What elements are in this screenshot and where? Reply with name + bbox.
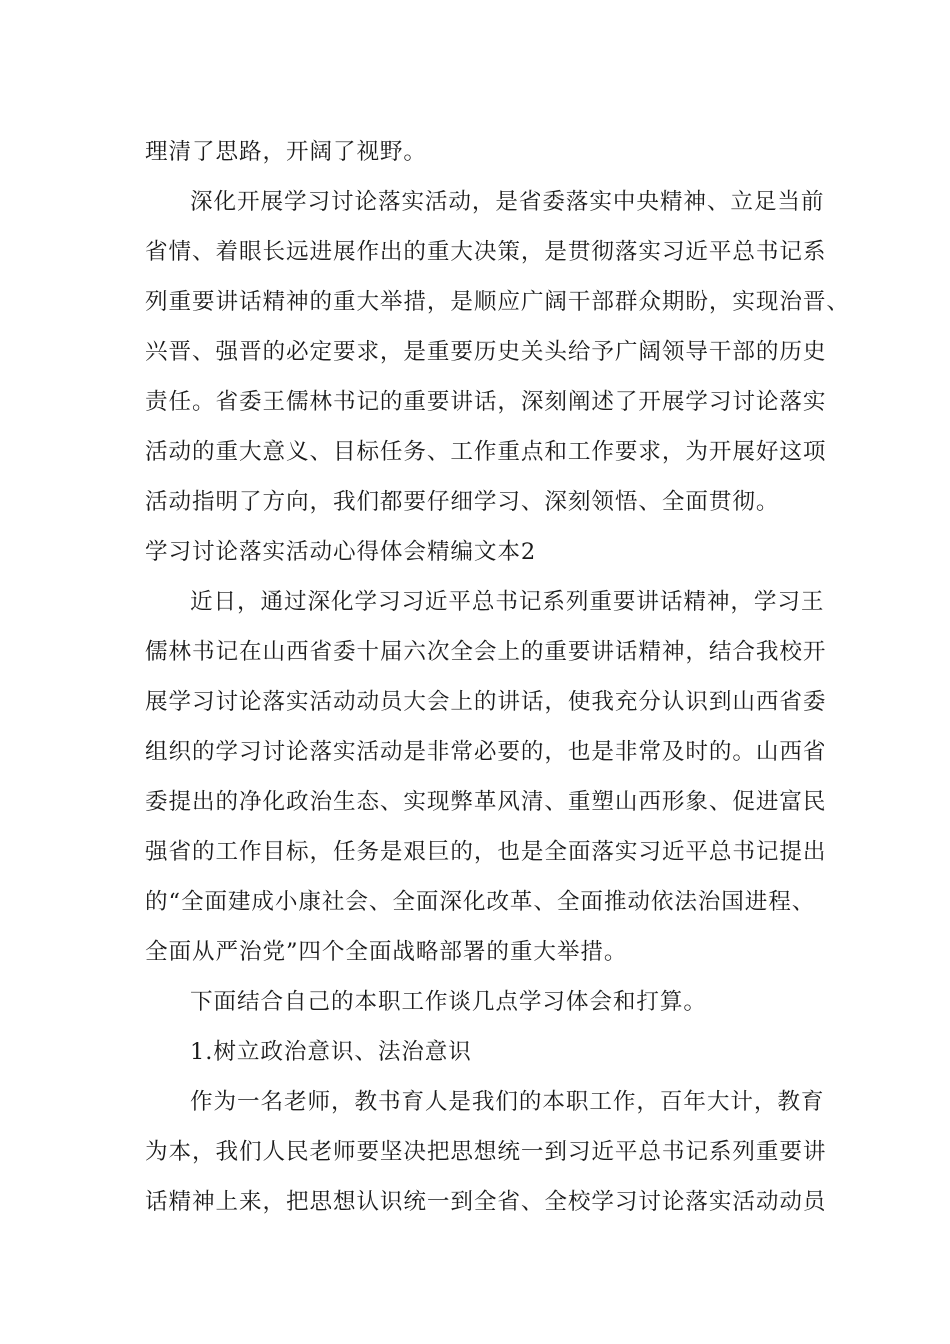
text-line: 活动的重大意义、目标任务、工作重点和工作要求，为开展好这项 — [145, 439, 827, 465]
text-line: 组织的学习讨论落实活动是非常必要的，也是非常及时的。山西省 — [145, 739, 827, 765]
text-line: 委提出的净化政治生态、实现弊革风清、重塑山西形象、促进富民 — [145, 789, 827, 815]
text-line: 兴晋、强晋的必定要求，是重要历史关头给予广阔领导干部的历史 — [145, 339, 827, 365]
text-line: 活动指明了方向，我们都要仔细学习、深刻领悟、全面贯彻。 — [145, 489, 780, 515]
text-line: 列重要讲话精神的重大举措，是顺应广阔干部群众期盼，实现治晋、 — [145, 289, 850, 315]
text-line: 全面从严治党”四个全面战略部署的重大举措。 — [145, 939, 628, 965]
text-line: 理清了思路，开阔了视野。 — [145, 139, 427, 165]
text-line: 儒林书记在山西省委十届六次全会上的重要讲话精神，结合我校开 — [145, 639, 827, 665]
text-line: 的“全面建成小康社会、全面深化改革、全面推动依法治国进程、 — [145, 889, 816, 915]
paragraph-first-line: 下面结合自己的本职工作谈几点学习体会和打算。 — [190, 989, 707, 1015]
paragraph-first-line: 近日，通过深化学习习近平总书记系列重要讲话精神，学习王 — [190, 589, 825, 615]
text-line: 为本，我们人民老师要坚决把思想统一到习近平总书记系列重要讲 — [145, 1139, 827, 1165]
text-line: 强省的工作目标，任务是艰巨的，也是全面落实习近平总书记提出 — [145, 839, 827, 865]
text-line: 责任。省委王儒林书记的重要讲话，深刻阐述了开展学习讨论落实 — [145, 389, 827, 415]
section-heading: 学习讨论落实活动心得体会精编文本2 — [145, 539, 537, 565]
text-line: 话精神上来，把思想认识统一到全省、全校学习讨论落实活动动员 — [145, 1189, 827, 1215]
text-line: 展学习讨论落实活动动员大会上的讲话，使我充分认识到山西省委 — [145, 689, 827, 715]
paragraph-first-line: 深化开展学习讨论落实活动，是省委落实中央精神、立足当前 — [190, 189, 825, 215]
numbered-subheading: 1.树立政治意识、法治意识 — [190, 1039, 472, 1065]
paragraph-first-line: 作为一名老师，教书育人是我们的本职工作，百年大计，教育 — [190, 1089, 825, 1115]
text-line: 省情、着眼长远进展作出的重大决策，是贯彻落实习近平总书记系 — [145, 239, 827, 265]
